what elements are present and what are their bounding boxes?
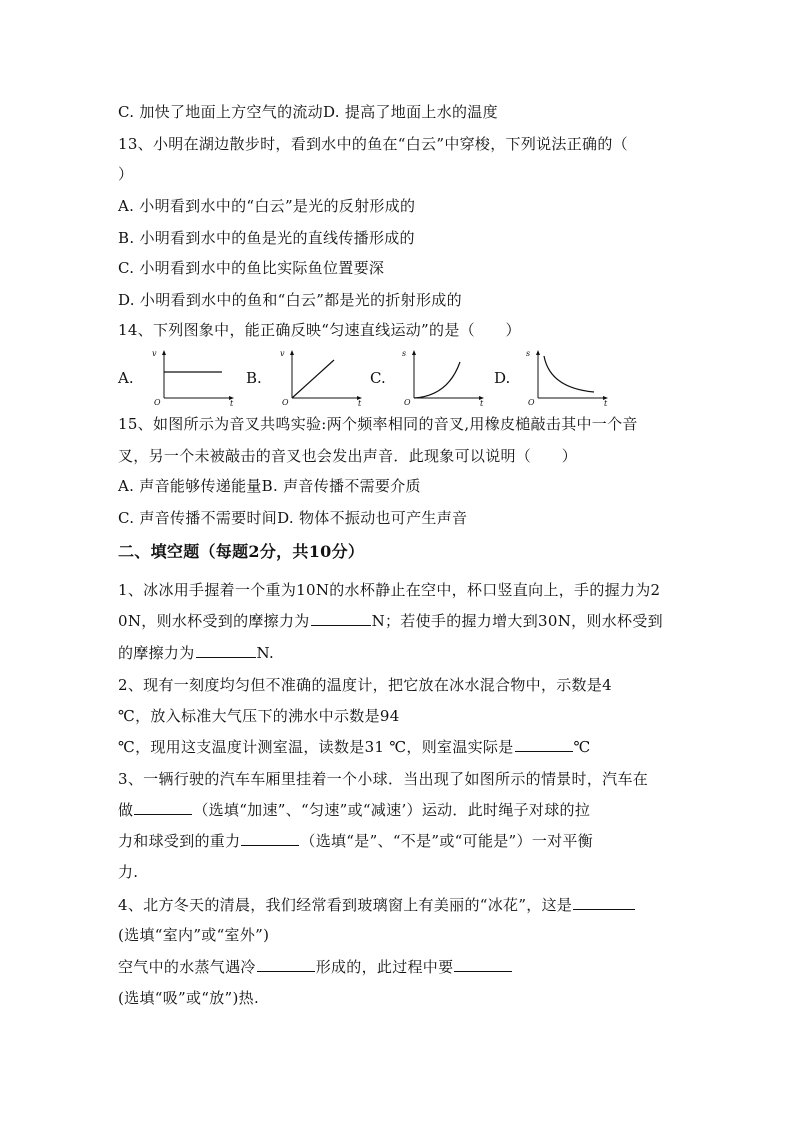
fill2-blank-1[interactable] [515,737,573,752]
fill1-text-b: N；若使手的握力增大到30N，则水杯受到 [371,612,663,630]
fill2-line1: 2、现有一刻度均匀但不准确的温度计，把它放在冰水混合物中，示数是4 [118,676,612,694]
q13-option-c: C. 小明看到水中的鱼比实际鱼位置要深 [118,259,385,277]
fill4-blank-3[interactable] [454,957,512,972]
fill1-line2 [118,611,663,631]
q14-graph-b [276,348,364,406]
fill4-text-b: 空气中的水蒸气遇冷 [118,958,256,976]
fill4-blank-2[interactable] [257,957,315,972]
section-2-heading: 二、填空题（每题2分，共10分） [118,542,365,561]
fill2-text-a: ℃，现用这支温度计测室温，读数是31 ℃，则室温实际是 [118,738,514,756]
graph-b-origin: O [282,398,289,407]
graph-a-x-label: t [230,399,234,408]
q12-option-cd: C. 加快了地面上方空气的流动D. 提高了地面上水的温度 [118,103,498,121]
q13-option-d: D. 小明看到水中的鱼和“白云”都是光的折射形成的 [118,291,462,309]
q14-option-c-label: C. [370,369,386,387]
fill4-blank-1[interactable] [573,895,635,910]
fill4-line1 [118,895,636,915]
graph-a-origin: O [154,398,161,407]
fill2-line2: ℃，放入标准大气压下的沸水中示数是94 [118,707,400,725]
q15-stem-line2: 叉，另一个未被敲击的音叉也会发出声音．此现象可以说明（ ） [118,447,578,465]
graph-d-x-label: t [604,399,608,408]
q14-option-a-label: A. [118,369,134,387]
q14-graph-d [522,348,610,406]
fill4-line3 [118,957,513,977]
fill4-text-a: 4、北方冬天的清晨，我们经常看到玻璃窗上有美丽的“冰花”，这是 [118,896,573,914]
fill1-blank-2[interactable] [196,643,256,658]
graph-b-x-label: t [358,399,362,408]
q14-graph-options [118,348,638,408]
fill1-blank-1[interactable] [311,611,371,626]
fill4-line2: (选填“室内”或“室外”) [118,926,270,944]
fill3-blank-1[interactable] [134,800,192,815]
graph-d-origin: O [528,398,535,407]
fill3-text-c: 力和球受到的重力 [118,832,241,850]
fill4-text-c: 形成的，此过程中要 [315,958,454,976]
q14-stem: 14、下列图象中，能正确反映“匀速直线运动”的是（ ） [118,321,521,339]
q13-option-a: A. 小明看到水中的“白云”是光的反射形成的 [118,197,416,215]
fill3-text-a: 做 [118,801,134,819]
graph-a-y-label: v [152,349,157,358]
fill1-text-a: 0N，则水杯受到的摩擦力为 [118,612,310,630]
q14-option-d-label: D. [494,369,511,387]
fill2-line3 [118,737,591,757]
fill1-line3 [118,643,274,663]
fill3-blank-2[interactable] [241,831,299,846]
fill3-line2 [118,800,590,820]
fill3-line1: 3、一辆行驶的汽车车厢里挂着一个小球．当出现了如图所示的情景时，汽车在 [118,770,649,788]
q13-stem-line1: 13、小明在湖边散步时，看到水中的鱼在“白云”中穿梭，下列说法正确的（ [118,135,628,153]
q15-option-cd: C. 声音传播不需要时间D. 物体不振动也可产生声音 [118,509,468,527]
q15-stem-line1: 15、如图所示为音叉共鸣实验:两个频率相同的音叉,用橡皮槌敲击其中一个音 [118,415,638,433]
fill3-text-b: （选填“加速”、“匀速”或“减速’）运动．此时绳子对球的拉 [193,801,591,819]
fill1-line1: 1、冰冰用手握着一个重为10N的水杯静止在空中，杯口竖直向上，手的握力为2 [118,581,661,599]
graph-d-curve [544,356,594,392]
fill3-text-d: （选填“是”、“不是”或“可能是”）一对平衡 [300,832,594,850]
graph-d-y-label: s [526,349,531,358]
q14-graph-a [148,348,236,406]
fill2-text-b: ℃ [573,738,591,756]
graph-b-curve [292,360,334,398]
fill3-line4: 力. [118,863,139,881]
graph-c-y-label: s [402,349,407,358]
graph-c-origin: O [404,398,411,407]
fill3-line3 [118,831,593,851]
q14-option-b-label: B. [246,369,262,387]
q13-option-b: B. 小明看到水中的鱼是光的直线传播形成的 [118,229,415,247]
q15-option-ab: A. 声音能够传递能量B. 声音传播不需要介质 [118,477,421,495]
q13-stem-line2: ） [118,165,134,183]
fill1-text-d: N. [256,644,275,662]
fill4-line4: (选填“吸”或“放”)热. [118,989,260,1007]
fill1-text-c: 的摩擦力为 [118,644,195,662]
graph-b-y-label: v [280,349,285,358]
graph-c-curve [414,362,460,398]
graph-c-x-label: t [480,399,484,408]
q14-graph-c [398,348,486,406]
